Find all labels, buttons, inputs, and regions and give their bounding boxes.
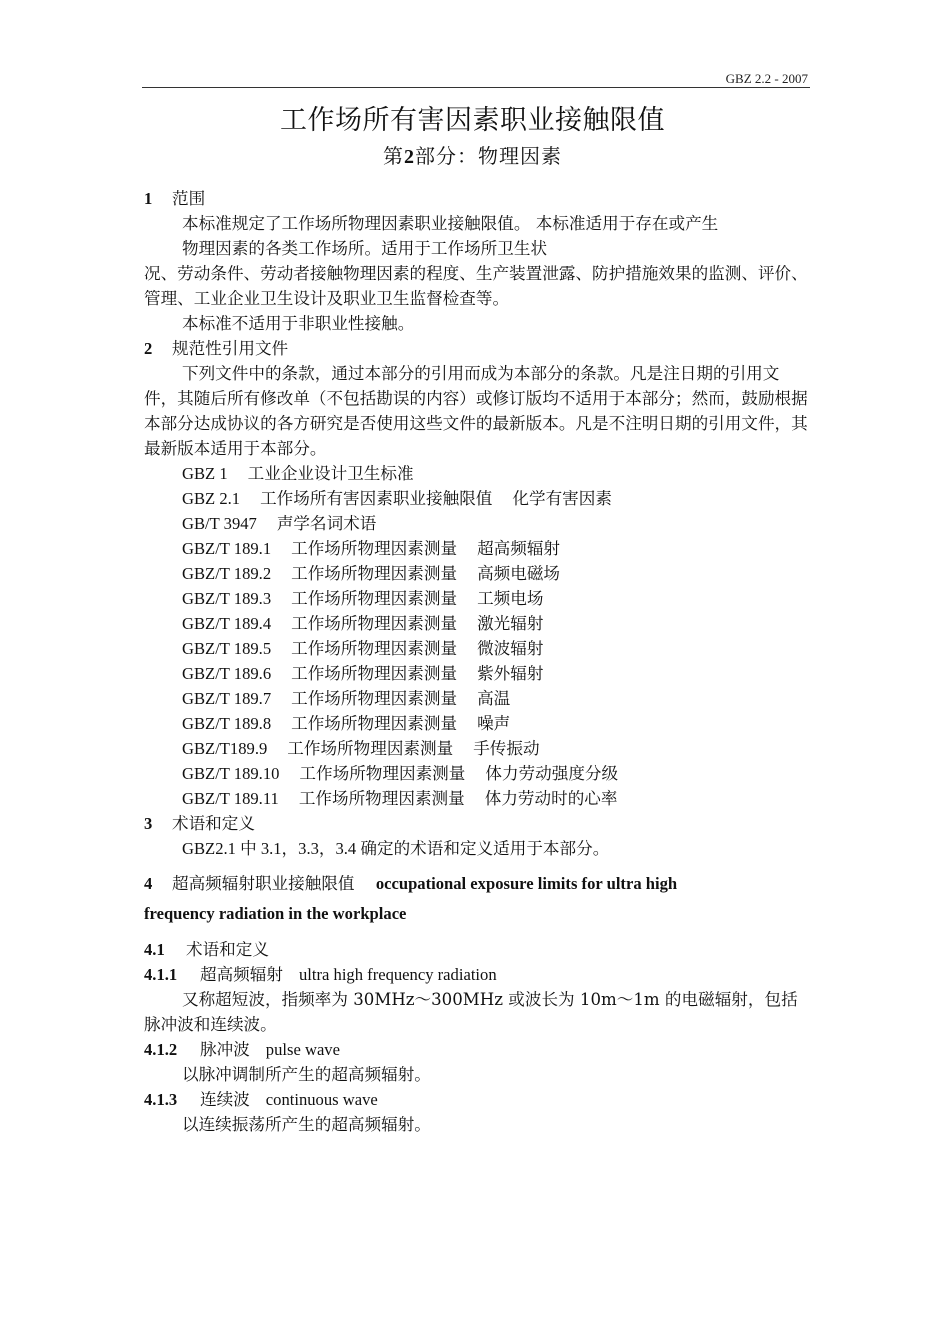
- reference-item: [144, 661, 808, 686]
- reference-subtitle: 工频电场: [477, 589, 544, 608]
- reference-code: GBZ/T 189.3: [182, 589, 272, 608]
- reference-code: GBZ 1: [182, 464, 228, 483]
- reference-title: 工作场所物理因素测量: [298, 789, 465, 808]
- section-title-english-cont: [144, 899, 808, 929]
- subsection-4-1-2-heading: [144, 1037, 808, 1062]
- section-3-heading: [144, 811, 808, 836]
- reference-title: 工作场所有害因素职业接触限值: [260, 489, 493, 508]
- section-number: 4.1: [144, 940, 165, 959]
- document-body: [144, 186, 808, 1137]
- document-subtitle: [0, 141, 945, 172]
- reference-code: GBZ 2.1: [182, 489, 241, 508]
- reference-title: 工作场所物理因素测量: [291, 589, 458, 608]
- reference-item: [144, 761, 808, 786]
- reference-title: 工作场所物理因素测量: [291, 639, 458, 658]
- reference-item: [144, 561, 808, 586]
- reference-code: GBZ/T189.9: [182, 739, 268, 758]
- reference-code: GB/T 3947: [182, 514, 257, 533]
- section-4-heading: [144, 869, 808, 899]
- reference-code: GBZ/T 189.8: [182, 714, 272, 733]
- document-title: 工作场所有害因素职业接触限值: [280, 105, 665, 136]
- header-rule: [142, 87, 810, 88]
- section-title: 术语和定义: [186, 940, 269, 959]
- reference-subtitle: 紫外辐射: [477, 664, 544, 683]
- term-english: pulse wave: [265, 1040, 340, 1059]
- reference-subtitle: 体力劳动时的心率: [484, 789, 618, 808]
- reference-code: GBZ/T 189.2: [182, 564, 272, 583]
- reference-item: [144, 586, 808, 611]
- reference-subtitle: 化学有害因素: [512, 489, 612, 508]
- reference-item: [144, 611, 808, 636]
- reference-code: GBZ/T 189.7: [182, 689, 272, 708]
- section-1-paragraph: 本标准不适用于非职业性接触。: [182, 314, 415, 333]
- reference-item: [144, 711, 808, 736]
- term-english: continuous wave: [265, 1090, 378, 1109]
- reference-code: GBZ/T 189.4: [182, 614, 272, 633]
- reference-code: GBZ/T 189.1: [182, 539, 272, 558]
- section-title: 术语和定义: [172, 814, 255, 833]
- reference-item: [144, 686, 808, 711]
- section-number: 4.1.1: [144, 965, 178, 984]
- subtitle-prefix: 第: [383, 144, 404, 168]
- reference-code: GBZ/T 189.6: [182, 664, 272, 683]
- reference-list: [144, 461, 808, 811]
- reference-item: [144, 461, 808, 486]
- reference-subtitle: 手传振动: [473, 739, 540, 758]
- subsection-4-1-1-heading: [144, 962, 808, 987]
- reference-title: 工作场所物理因素测量: [291, 614, 458, 633]
- reference-item: [144, 786, 808, 811]
- reference-item: [144, 486, 808, 511]
- subsection-4-1-3-heading: [144, 1087, 808, 1112]
- reference-title: 工业企业设计卫生标准: [247, 464, 414, 483]
- section-1-paragraph: 物理因素的各类工作场所。适用于工作场所卫生状: [182, 239, 548, 258]
- reference-title: 声学名词术语: [276, 514, 377, 533]
- reference-title: 工作场所物理因素测量: [291, 539, 458, 558]
- term-definition: 以连续振荡所产生的超高频辐射。: [182, 1115, 431, 1134]
- section-2-intro: 下列文件中的条款，通过本部分的引用而成为本部分的条款。凡是注日期的引用文件，其随后所有修改单（不包括勘误的内容）或修订版均不适用于本部分；然而，鼓励根据本部分达成协议的各方研究是否使用这些文件的最新版本。凡是不注明日期的引用文件，其最新版本适用于本部分。: [144, 364, 808, 458]
- reference-item: [144, 536, 808, 561]
- section-number: 4.1.2: [144, 1040, 178, 1059]
- reference-title: 工作场所物理因素测量: [299, 764, 466, 783]
- section-title-english: frequency radiation in the workplace: [144, 904, 407, 923]
- section-title: 连续波: [200, 1090, 250, 1109]
- section-number: 4: [144, 874, 153, 893]
- reference-item: [144, 736, 808, 761]
- reference-code: GBZ/T 189.11: [182, 789, 279, 808]
- section-1-paragraph: 本标准规定了工作场所物理因素职业接触限值。 本标准适用于存在或产生: [182, 214, 719, 233]
- reference-title: 工作场所物理因素测量: [291, 714, 458, 733]
- reference-code: GBZ/T 189.5: [182, 639, 272, 658]
- section-title: 超高频辐射职业接触限值: [172, 874, 355, 893]
- document-code: GBZ 2.2 - 2007: [725, 71, 808, 86]
- section-1-paragraph: 况、劳动条件、劳动者接触物理因素的程度、生产装置泄露、防护措施效果的监测、评价、管理、工业企业卫生设计及职业卫生监督检查等。: [144, 264, 808, 308]
- reference-title: 工作场所物理因素测量: [287, 739, 454, 758]
- reference-subtitle: 高频电磁场: [477, 564, 561, 583]
- term-definition: 又称超短波，指频率为 30MHz～300MHz 或波长为 10m～1m 的电磁辐射，包括脉冲波和连续波。: [144, 990, 798, 1034]
- subsection-4-1-heading: [144, 937, 808, 962]
- section-number: 2: [144, 339, 153, 358]
- section-3-text: GBZ2.1 中 3.1，3.3，3.4 确定的术语和定义适用于本部分。: [182, 839, 610, 858]
- section-title: 脉冲波: [200, 1040, 250, 1059]
- section-1-heading: [144, 186, 808, 211]
- section-title: 规范性引用文件: [172, 339, 289, 358]
- reference-subtitle: 超高频辐射: [477, 539, 561, 558]
- section-title: 范围: [172, 189, 206, 208]
- term-english: ultra high frequency radiation: [298, 965, 497, 984]
- reference-title: 工作场所物理因素测量: [291, 564, 458, 583]
- reference-title: 工作场所物理因素测量: [291, 689, 458, 708]
- reference-subtitle: 高温: [477, 689, 511, 708]
- reference-title: 工作场所物理因素测量: [291, 664, 458, 683]
- reference-code: GBZ/T 189.10: [182, 764, 280, 783]
- term-definition: 以脉冲调制所产生的超高频辐射。: [182, 1065, 431, 1084]
- reference-subtitle: 体力劳动强度分级: [485, 764, 619, 783]
- reference-item: [144, 636, 808, 661]
- subtitle-suffix: 部分：物理因素: [415, 144, 562, 168]
- reference-subtitle: 噪声: [477, 714, 511, 733]
- section-2-heading: [144, 336, 808, 361]
- section-title: 超高频辐射: [200, 965, 283, 984]
- section-number: 4.1.3: [144, 1090, 178, 1109]
- section-number: 3: [144, 814, 153, 833]
- subtitle-part-number: 2: [404, 146, 415, 168]
- section-number: 1: [144, 189, 153, 208]
- reference-subtitle: 微波辐射: [477, 639, 544, 658]
- reference-item: [144, 511, 808, 536]
- reference-subtitle: 激光辐射: [477, 614, 544, 633]
- section-title-english: occupational exposure limits for ultra high: [375, 874, 678, 893]
